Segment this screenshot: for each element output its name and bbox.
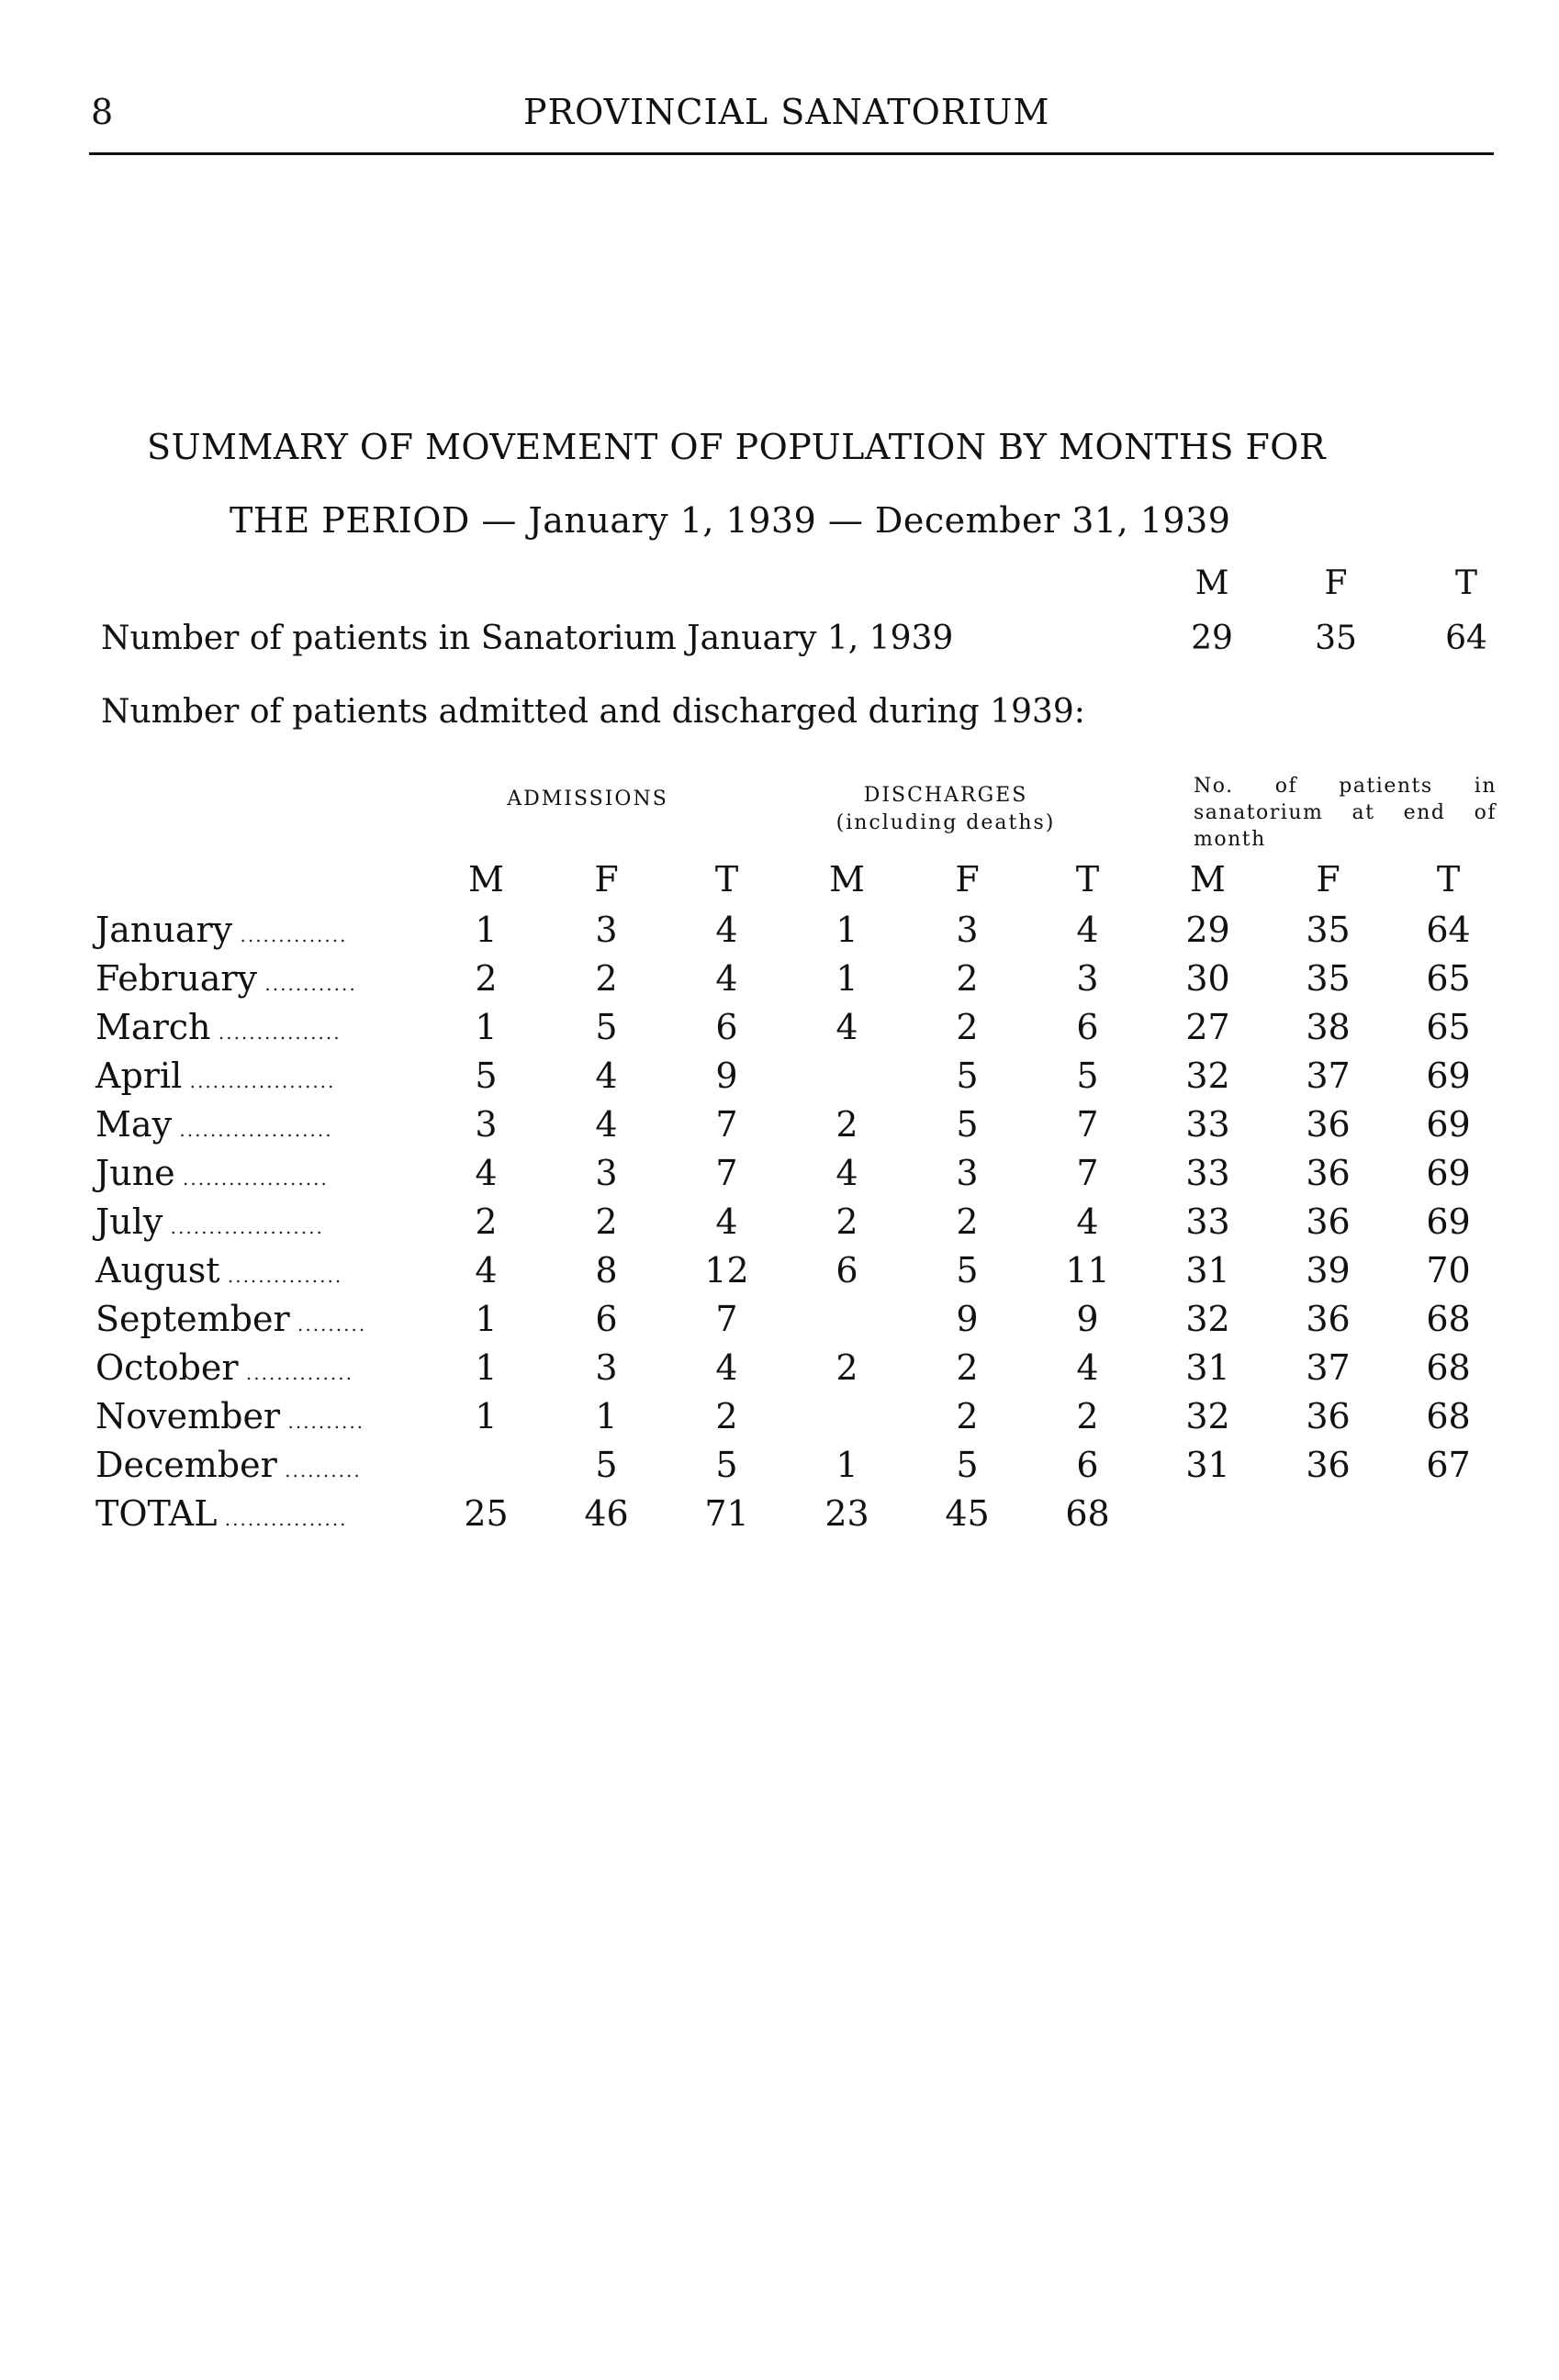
row-label-cell xyxy=(95,1294,426,1343)
table-cell: 1 xyxy=(836,909,858,950)
table-cell: 3 xyxy=(1076,957,1099,999)
table-cell: 1 xyxy=(475,909,498,950)
table-cell: 31 xyxy=(1185,1346,1230,1388)
table-cell: 1 xyxy=(836,1444,858,1485)
table-cell: 4 xyxy=(715,1201,738,1242)
column-header: M xyxy=(829,859,865,899)
column-header: M xyxy=(1190,859,1226,899)
table-cell: 7 xyxy=(715,1298,738,1339)
table-cell: 8 xyxy=(595,1249,618,1291)
discharges-title: DISCHARGES xyxy=(863,784,1028,807)
dot-leader: ................... xyxy=(174,1167,329,1190)
dot-leader: .............. xyxy=(232,923,348,946)
table-cell: 33 xyxy=(1185,1152,1230,1193)
row-label-cell xyxy=(95,1246,426,1294)
dot-leader: .......... xyxy=(276,1458,362,1481)
row-label-cell xyxy=(95,1343,426,1391)
table-cell: 2 xyxy=(956,1346,979,1388)
table-cell: 2 xyxy=(956,957,979,999)
table-cell: 65 xyxy=(1426,1006,1471,1047)
column-header: F xyxy=(955,859,980,899)
table-cell: 68 xyxy=(1426,1346,1471,1388)
group-header-admissions: ADMISSIONS xyxy=(507,788,668,810)
table-cell: 3 xyxy=(595,909,618,950)
column-header: M xyxy=(468,859,504,899)
month-label: September xyxy=(95,1298,290,1339)
table-row xyxy=(95,1440,1509,1489)
table-cell: 36 xyxy=(1306,1103,1351,1145)
table-cell: 69 xyxy=(1426,1152,1471,1193)
table-cell: 9 xyxy=(1076,1298,1099,1339)
month-label: December xyxy=(95,1444,277,1485)
table-cell: 6 xyxy=(1076,1006,1099,1047)
table-cell: 4 xyxy=(836,1006,858,1047)
month-label: January xyxy=(95,909,233,950)
table-row xyxy=(95,1100,1509,1148)
table-cell: 7 xyxy=(1076,1103,1099,1145)
table-cell: 69 xyxy=(1426,1201,1471,1242)
table-cell: 35 xyxy=(1306,957,1351,999)
opening-count-f: 35 xyxy=(1315,620,1357,657)
table-cell: 12 xyxy=(704,1249,749,1291)
dot-leader: ............... xyxy=(219,1264,343,1287)
month-label: October xyxy=(95,1346,239,1388)
table-cell: 6 xyxy=(836,1249,858,1291)
column-header: T xyxy=(714,859,739,899)
dot-leader: .................... xyxy=(172,1118,333,1141)
table-cell: 36 xyxy=(1306,1201,1351,1242)
table-cell: 71 xyxy=(704,1492,749,1534)
opening-count-t: 64 xyxy=(1445,620,1487,657)
table-cell: 70 xyxy=(1426,1249,1471,1291)
table-cell: 2 xyxy=(956,1201,979,1242)
table-cell: 1 xyxy=(475,1006,498,1047)
row-label-cell xyxy=(95,954,426,1002)
table-cell: 64 xyxy=(1426,909,1471,950)
row-label-cell xyxy=(95,1440,426,1489)
table-cell xyxy=(787,1391,907,1440)
table-cell: 2 xyxy=(595,957,618,999)
dot-leader: .................... xyxy=(163,1215,324,1238)
table-row xyxy=(95,1294,1509,1343)
table-row xyxy=(95,1051,1509,1100)
row-label-cell xyxy=(95,1489,426,1537)
row-label-cell xyxy=(95,905,426,954)
month-label: November xyxy=(95,1395,281,1436)
column-header: F xyxy=(594,859,619,899)
column-header: F xyxy=(1316,859,1340,899)
row-label-cell xyxy=(95,1148,426,1197)
table-cell: 68 xyxy=(1065,1492,1110,1534)
dot-leader: ................ xyxy=(217,1507,348,1530)
month-label: February xyxy=(95,957,258,999)
table-cell: 9 xyxy=(715,1055,738,1096)
table-cell: 4 xyxy=(715,909,738,950)
month-label: July xyxy=(95,1201,163,1242)
month-label: June xyxy=(95,1152,175,1193)
table-row xyxy=(95,1246,1509,1294)
table-cell: 2 xyxy=(836,1346,858,1388)
table-cell: 4 xyxy=(595,1103,618,1145)
table-cell: 5 xyxy=(595,1444,618,1485)
month-label: TOTAL xyxy=(95,1492,218,1534)
table-cell: 5 xyxy=(956,1249,979,1291)
table-cell: 27 xyxy=(1185,1006,1230,1047)
dot-leader: .......... xyxy=(280,1410,365,1433)
table-cell xyxy=(1268,1489,1388,1537)
table-cell: 5 xyxy=(956,1444,979,1485)
opening-count-label: Number of patients in Sanatorium January 1, 1939 xyxy=(101,620,954,657)
table-cell: 23 xyxy=(824,1492,869,1534)
month-label: April xyxy=(95,1055,183,1096)
table-cell: 7 xyxy=(1076,1152,1099,1193)
table-cell: 4 xyxy=(1076,1346,1099,1388)
discharges-subtitle: (including deaths) xyxy=(836,811,1056,834)
table-cell: 2 xyxy=(956,1006,979,1047)
table-cell: 45 xyxy=(945,1492,990,1534)
table-cell: 3 xyxy=(475,1103,498,1145)
table-cell: 4 xyxy=(1076,909,1099,950)
month-label: May xyxy=(95,1103,173,1145)
table-cell xyxy=(787,1294,907,1343)
table-cell: 1 xyxy=(836,957,858,999)
opening-col-t: T xyxy=(1454,564,1477,602)
table-cell: 3 xyxy=(956,1152,979,1193)
table-cell: 4 xyxy=(836,1152,858,1193)
table-row xyxy=(95,1391,1509,1440)
table-cell: 39 xyxy=(1306,1249,1351,1291)
row-label-cell xyxy=(95,1002,426,1051)
group-header-discharges xyxy=(799,782,1093,837)
table-cell: 5 xyxy=(956,1055,979,1096)
table-cell: 31 xyxy=(1185,1249,1230,1291)
table-cell: 2 xyxy=(715,1395,738,1436)
table-cell: 5 xyxy=(475,1055,498,1096)
table-cell xyxy=(1148,1489,1268,1537)
table-cell: 6 xyxy=(715,1006,738,1047)
opening-col-f: F xyxy=(1324,564,1348,602)
opening-col-m: M xyxy=(1194,564,1229,602)
running-title: PROVINCIAL SANATORIUM xyxy=(523,92,1050,132)
row-label-cell xyxy=(95,1051,426,1100)
table-cell: 5 xyxy=(595,1006,618,1047)
table-cell: 2 xyxy=(836,1103,858,1145)
table-cell: 1 xyxy=(475,1395,498,1436)
table-cell: 33 xyxy=(1185,1103,1230,1145)
table-cell: 31 xyxy=(1185,1444,1230,1485)
table-cell: 69 xyxy=(1426,1055,1471,1096)
table-cell: 36 xyxy=(1306,1298,1351,1339)
table-cell: 6 xyxy=(595,1298,618,1339)
table-cell xyxy=(426,1440,546,1489)
table-cell: 5 xyxy=(715,1444,738,1485)
table-cell: 2 xyxy=(956,1395,979,1436)
table-cell: 46 xyxy=(584,1492,629,1534)
table-cell: 65 xyxy=(1426,957,1471,999)
table-cell: 2 xyxy=(836,1201,858,1242)
table-row xyxy=(95,1343,1509,1391)
table-row xyxy=(95,905,1509,954)
table-cell: 11 xyxy=(1065,1249,1110,1291)
page-number: 8 xyxy=(91,92,115,132)
table-cell xyxy=(787,1051,907,1100)
table-cell: 68 xyxy=(1426,1298,1471,1339)
admitted-discharged-label: Number of patients admitted and discharged during 1939: xyxy=(101,693,1085,731)
table-cell: 2 xyxy=(475,957,498,999)
table-cell: 4 xyxy=(1076,1201,1099,1242)
total-row xyxy=(95,1489,1509,1537)
row-label-cell xyxy=(95,1391,426,1440)
table-cell: 32 xyxy=(1185,1298,1230,1339)
table-cell: 3 xyxy=(595,1152,618,1193)
dot-leader: .............. xyxy=(238,1361,353,1384)
table-cell: 37 xyxy=(1306,1055,1351,1096)
table-cell: 33 xyxy=(1185,1201,1230,1242)
dot-leader: ......... xyxy=(289,1313,367,1335)
table-cell: 1 xyxy=(595,1395,618,1436)
table-row xyxy=(95,1197,1509,1246)
table-cell: 67 xyxy=(1426,1444,1471,1485)
dot-leader: ................... xyxy=(182,1069,336,1092)
table-cell: 69 xyxy=(1426,1103,1471,1145)
dot-leader: ............ xyxy=(257,972,357,995)
table-cell: 36 xyxy=(1306,1444,1351,1485)
table-cell: 32 xyxy=(1185,1055,1230,1096)
table-cell: 5 xyxy=(956,1103,979,1145)
column-header: T xyxy=(1436,859,1461,899)
table-cell: 4 xyxy=(595,1055,618,1096)
table-cell xyxy=(1388,1489,1509,1537)
table-cell: 68 xyxy=(1426,1395,1471,1436)
dot-leader: ................ xyxy=(210,1021,342,1044)
table-cell: 29 xyxy=(1185,909,1230,950)
month-label: March xyxy=(95,1006,211,1047)
table-cell: 1 xyxy=(475,1298,498,1339)
table-cell: 38 xyxy=(1306,1006,1351,1047)
header-rule xyxy=(89,152,1494,155)
table-cell: 2 xyxy=(475,1201,498,1242)
page-title-line-1: SUMMARY OF MOVEMENT OF POPULATION BY MONTHS FOR xyxy=(147,427,1327,467)
table-cell: 3 xyxy=(956,909,979,950)
table-cell: 4 xyxy=(475,1152,498,1193)
table-cell: 4 xyxy=(715,957,738,999)
table-cell: 30 xyxy=(1185,957,1230,999)
table-cell: 6 xyxy=(1076,1444,1099,1485)
month-label: August xyxy=(95,1249,220,1291)
column-header: T xyxy=(1075,859,1100,899)
row-label-cell xyxy=(95,1100,426,1148)
group-header-in-sanatorium: No. of patients in sanatorium at end of month xyxy=(1194,775,1497,851)
table-row xyxy=(95,1148,1509,1197)
table-cell: 7 xyxy=(715,1103,738,1145)
column-header-blank xyxy=(95,854,426,905)
column-header-row xyxy=(95,854,1509,905)
table-cell: 25 xyxy=(464,1492,509,1534)
table-cell: 35 xyxy=(1306,909,1351,950)
table-cell: 3 xyxy=(595,1346,618,1388)
table-cell: 4 xyxy=(475,1249,498,1291)
table-cell: 32 xyxy=(1185,1395,1230,1436)
table-cell: 4 xyxy=(715,1346,738,1388)
movement-table xyxy=(95,854,1509,1537)
table-cell: 2 xyxy=(1076,1395,1099,1436)
table-cell: 37 xyxy=(1306,1346,1351,1388)
table-row xyxy=(95,954,1509,1002)
opening-count-m: 29 xyxy=(1191,620,1233,657)
row-label-cell xyxy=(95,1197,426,1246)
page-title-line-2: THE PERIOD — January 1, 1939 — December 31, 1939 xyxy=(230,500,1231,541)
table-cell: 1 xyxy=(475,1346,498,1388)
table-row xyxy=(95,1002,1509,1051)
table-cell: 36 xyxy=(1306,1395,1351,1436)
table-cell: 2 xyxy=(595,1201,618,1242)
table-cell: 7 xyxy=(715,1152,738,1193)
table-cell: 9 xyxy=(956,1298,979,1339)
table-cell: 36 xyxy=(1306,1152,1351,1193)
table-cell: 5 xyxy=(1076,1055,1099,1096)
